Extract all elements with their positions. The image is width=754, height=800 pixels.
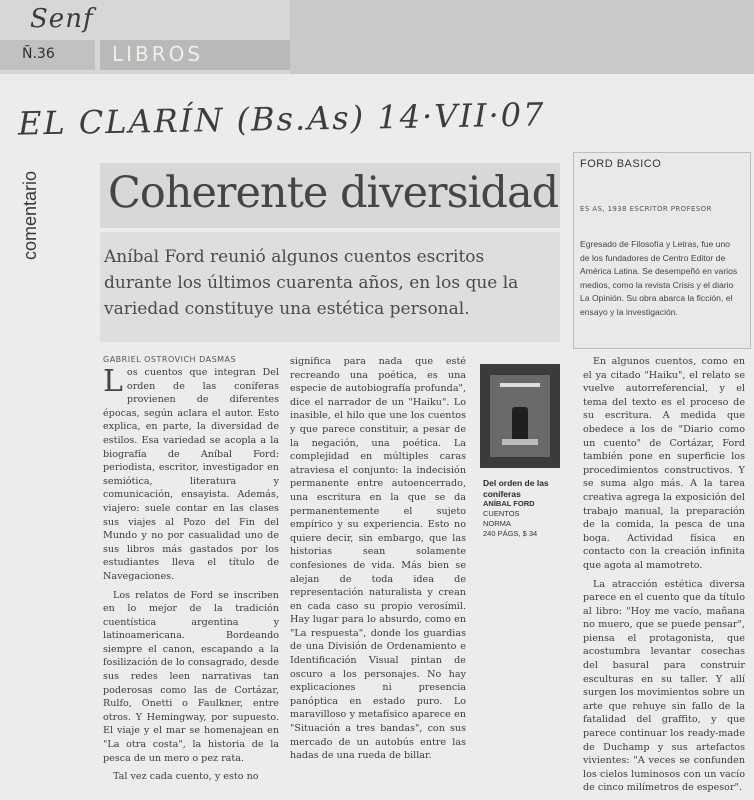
sidebar-text: Egresado de Filosofía y Letras, fue uno de los fundadores de Centro Editor de América Latina. Se desempeñó en varios medios, como la revista Crisis y el diario La Opinión. Su obra abarca la ficción, el ensayo y la investigación. [580, 239, 738, 317]
byline: GABRIEL OSTROVICH DASMAS [103, 355, 237, 364]
headline: Coherente diversidad [108, 168, 559, 218]
article-column-1 [103, 366, 279, 786]
article-paragraph: La atracción estética diversa parece en el cuento que da título al libro: "Hoy me vacío, mañana no muero, que se puede pensar", piensa el protagonista, que acostumbra levantar cosechas del basural para construir esculturas en su taller. Y allí surgen los movimientos sobre un arte que rehuye sin fallo de la fatalidad del graffito, y que parece continuar los ready-made de Duchamp y sus artefactos vivientes: "A veces se confunden los cielos luminosos con un vacío de cinco milímetros de espesor". [583, 578, 745, 794]
article-paragraph: Tal vez cada cuento, y esto no [113, 771, 259, 783]
book-cover-art [490, 375, 550, 457]
book-cover-image [480, 364, 560, 468]
sidebar-title: FORD BASICO [580, 158, 662, 170]
book-info [483, 478, 569, 539]
drop-cap: L [103, 364, 123, 399]
header-gray-strip [290, 0, 754, 74]
handwritten-mark: Senf [30, 4, 94, 34]
handwritten-source-note: EL CLARÍN (Bs.As) 14·VII·07 [17, 95, 546, 143]
book-publisher: NORMA [483, 519, 511, 528]
book-genre: CUENTOS [483, 509, 520, 518]
article-paragraph: En algunos cuentos, como en el ya citado "Haiku", el relato se vuelve autorreferencial, y el tema del texto es el proceso de su escritura. A medida que obedece a los de "Diario como un cuento" de Cortázar, Ford también pone en superficie los procedimientos constructivos. Y se suma algo más. A la tarea creativa agrega la exposición del trabajo manual, la preparación de la comida, la pesca de una boga. Actividad física en contacto con la creación infinita que agota al mamotreto. [583, 356, 745, 571]
column-label: comentario [20, 170, 40, 260]
article-paragraph: significa para nada que esté recreando una poética, es una especie de autobiografía profunda", dice el narrador de un "Haiku". Lo inasible, el hilo que une los cuentos y que parece constituir, a pesar de la negación, una poética. La complejidad en múltiples caras atraviesa el conjunto: la indecisión permanente entre autoencerrado, una escritura en la que se da permanentemente el sujeto empírico y su experiencia. Esto no quiere decir, sin embargo, que las historias sean solamente confesiones de vida. Más bien se alejan de toda idea de representación naturalista y crean en cada caso su propio verosímil. Hay lugar para lo absurdo, como en "La respuesta", donde los guardias de una División de Ordenamiento e Identificación Visual pintan de oscuro a los personajes. No hay explicaciones ni presencia panóptica en estado puro. Lo maravilloso y metafísico aparece en "Situación a tres bandas", con sus mercado de un autobús entre las hadas de una rueda de billar. [290, 356, 466, 762]
page-number: Ñ.36 [22, 46, 55, 62]
article-paragraph: Los relatos de Ford se inscriben en lo mejor de la tradición cuentística argentina y latinoamericana. Bordeando siempre el canon, escapando a la fosilización de lo consagrado, desde sus redes leen narrativas tan poderosas como las de Cortázar, Rulfo, Onetti o Faulkner, entre otros. Y Hemingway, por supuesto. El viaje y el mar se homenajean en "La otra costa", la historia de la pesca de un mero o pez rata. [103, 589, 279, 764]
sidebar-subtitle: ES AS, 1938 ESCRITOR PROFESOR [580, 205, 712, 213]
article-column-4 [583, 355, 745, 794]
article-column-2 [290, 355, 466, 786]
section-title: LIBROS [112, 42, 204, 66]
book-author: ANÍBAL FORD [483, 499, 535, 508]
deck: Aníbal Ford reunió algunos cuentos escritos durante los últimos cuarenta años, en los que la variedad constituye una estética personal. [104, 247, 519, 319]
book-title: Del orden de las coníferas [483, 478, 549, 499]
article-paragraph: Los cuentos que integran Del orden de las coníferas provienen de diferentes épocas, según aclara el autor. Esto explica, en parte, la diversidad de estilos. Esa variedad se acopla a la biografía de Aníbal Ford: periodista, escritor, investigador en semiótica, literatura y comunicación, ensayista. Además, viajero: suele contar en las clases sus viajes al Pozo del Fin del Mundo y no por casualidad uno de sus libros más gastados por los estudiantes lleva el título de Navegaciones. [103, 364, 279, 582]
book-pages-price: 240 PÁGS, $ 34 [483, 529, 538, 538]
